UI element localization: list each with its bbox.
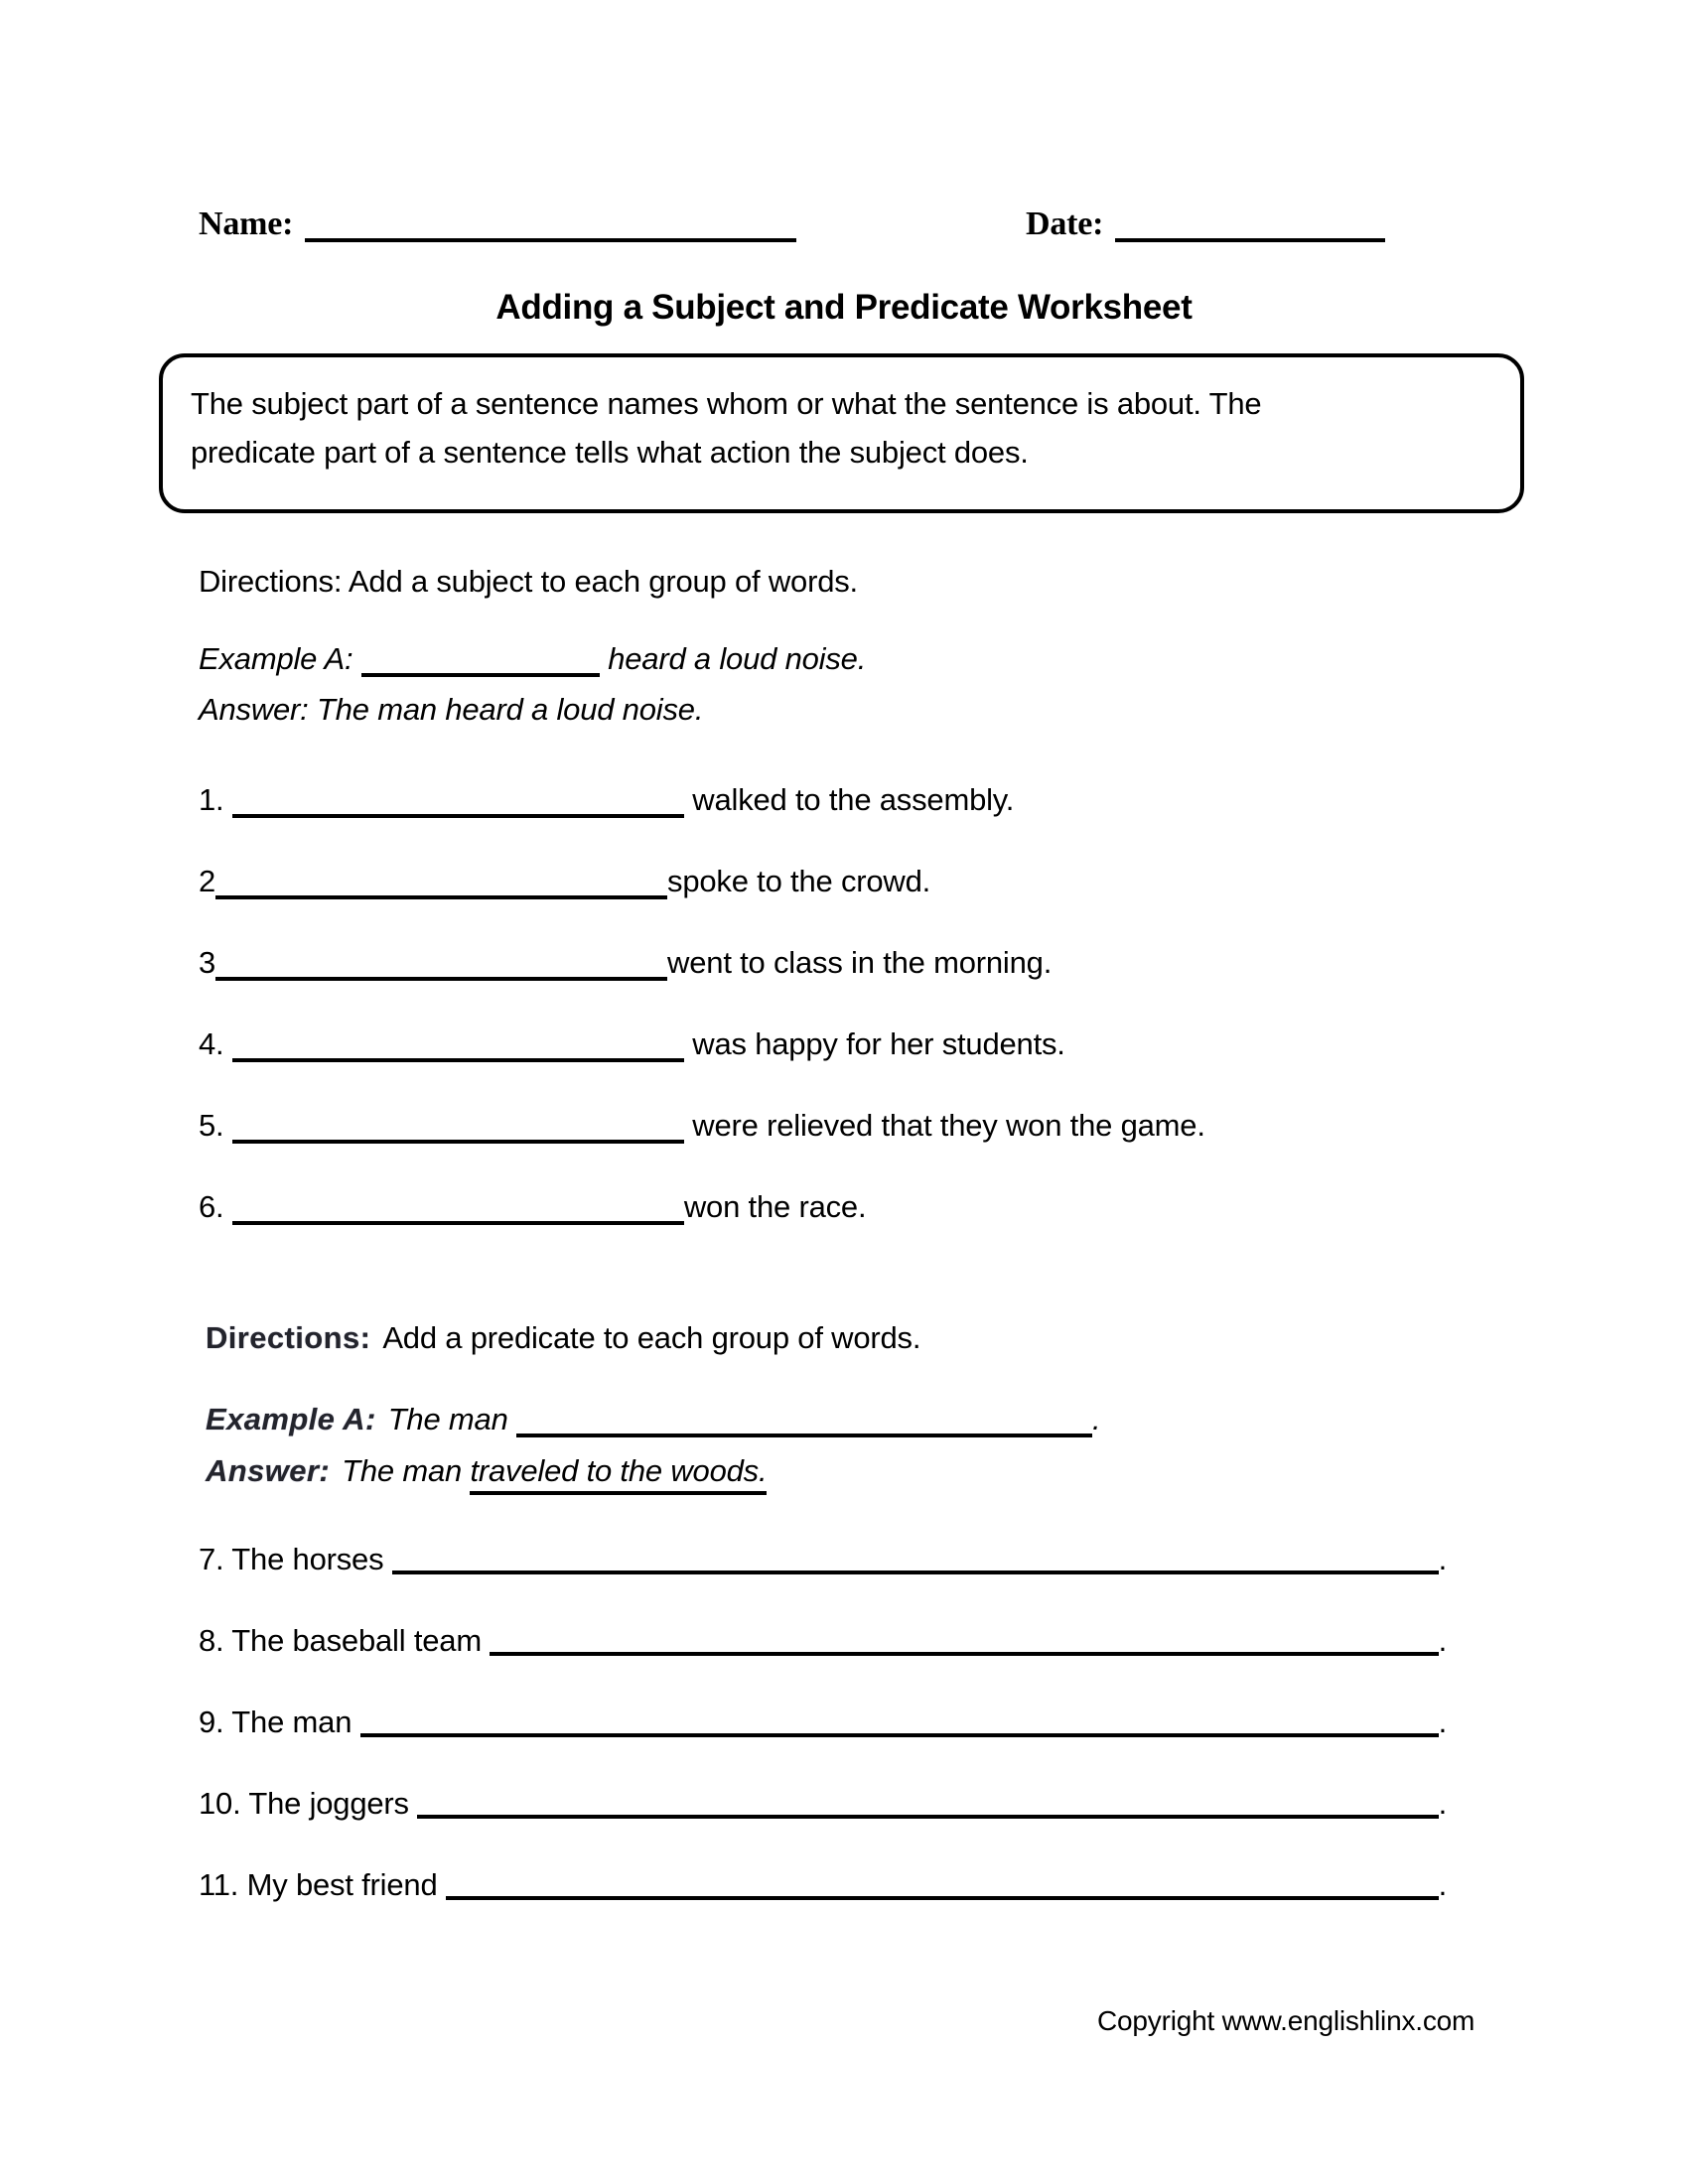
section1-directions: Directions: Add a subject to each group of words. <box>199 564 858 599</box>
date-label: Date: <box>1026 205 1104 242</box>
item-6: 6. won the race. <box>199 1189 867 1224</box>
item-2: 2 spoke to the crowd. <box>199 864 931 898</box>
page-title: Adding a Subject and Predicate Worksheet <box>495 288 1193 327</box>
copyright-text: Copyright www.englishlinx.com <box>1097 2005 1476 2036</box>
section2-answer-label: Answer: <box>206 1453 331 1488</box>
item-6-blank-line <box>232 1195 684 1225</box>
info-box-line1: The subject part of a sentence names whom or what the sentence is about. The <box>191 386 1262 421</box>
item-4-blank-line <box>232 1032 684 1062</box>
item-1-blank-line <box>232 788 684 818</box>
date-field-row <box>1026 205 1385 244</box>
item-1: 1. walked to the assembly. <box>199 782 1015 817</box>
section1-example <box>199 639 866 679</box>
item-9: 9. The man . <box>199 1703 1447 1742</box>
name-blank-line <box>305 212 796 242</box>
item-5-blank-line <box>232 1114 684 1144</box>
section2-answer: Answer: The man traveled to the woods. <box>206 1451 767 1491</box>
name-label: Name: <box>199 205 294 242</box>
item-11-blank-line <box>446 1865 1439 1905</box>
item-7: 7. The horses . <box>199 1540 1447 1579</box>
section2-example-label: Example A: <box>206 1402 376 1436</box>
item-4: 4. was happy for her students. <box>199 1026 1065 1061</box>
item-2-blank-line <box>215 870 667 899</box>
section2-answer-underlined-text: traveled to the woods. <box>470 1453 767 1495</box>
section2-example-blank-line <box>516 1408 1092 1437</box>
item-10: 10. The joggers . <box>199 1784 1447 1824</box>
date-blank-line <box>1115 212 1385 242</box>
item-10-blank-line <box>417 1784 1438 1824</box>
section2-directions-label: Directions: <box>206 1320 371 1355</box>
item-8: 8. The baseball team . <box>199 1621 1447 1661</box>
item-8-blank-line <box>490 1621 1438 1661</box>
section2-directions <box>206 1318 920 1358</box>
info-box-line2: predicate part of a sentence tells what action the subject does. <box>191 435 1029 470</box>
item-9-blank-line <box>360 1703 1439 1742</box>
section1-example-label: Example A: <box>199 641 353 676</box>
item-7-blank-line <box>392 1540 1439 1579</box>
item-11: 11. My best friend . <box>199 1865 1447 1905</box>
section1-example-text: heard a loud noise. <box>599 641 867 676</box>
section2-directions-text: Add a predicate to each group of words. <box>382 1320 921 1355</box>
section1-example-blank-line <box>361 647 600 677</box>
section2-example: Example A: The man . <box>206 1402 1101 1436</box>
section1-answer: Answer: The man heard a loud noise. <box>199 692 704 727</box>
item-5: 5. were relieved that they won the game. <box>199 1108 1205 1143</box>
name-field-row <box>199 205 796 244</box>
item-3-blank-line <box>215 951 667 981</box>
info-box <box>159 353 1524 513</box>
item-3: 3 went to class in the morning. <box>199 945 1053 980</box>
